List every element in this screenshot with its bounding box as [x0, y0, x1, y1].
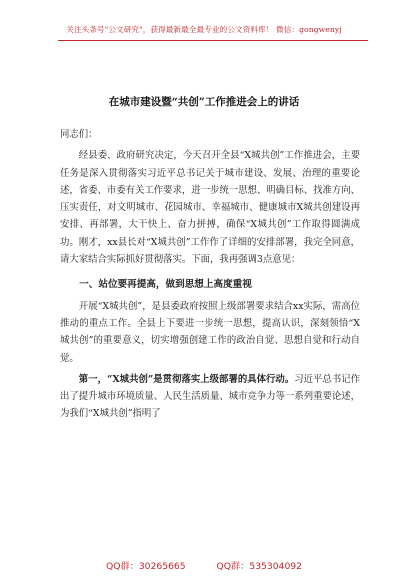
point-1-lead: 第一，“X城共创”是贯彻落实上级部署的具体行动。: [78, 373, 295, 385]
point-1-paragraph: [60, 371, 360, 423]
header-note: 关注头条号"公文研究"，获得最新最全最专业的公文资料库！ 微信：gongwenyj: [66, 25, 342, 34]
document-title: 在城市建设暨“共创”工作推进会上的讲话: [108, 96, 300, 108]
footer: [0, 558, 408, 572]
section-heading-1: 一、站位要再提高，做到思想上高度重视: [79, 279, 252, 291]
document-body: [60, 126, 360, 423]
section-1-paragraph: 开展“X城共创”，是县委政府按照上级部署要求结合xx实际，需高位推动的重点工作。全县上下要进一步统一思想，提高认识，深刻领悟“X城共创”的重要意义，切实增强创建工作的政治自觉、思想自觉和行动自觉。: [60, 300, 360, 364]
opening-paragraph: 经县委、政府研究决定，今天召开全县“X城共创”工作推进会，主要任务是深入贯彻落实习近平总书记关于城市建设、发展、治理的重要论述，省委、市委有关工作要求，进一步统一思想、明确目标、找准方向、压实责任，对文明城市、花园城市、幸福城市、健康城市X城共创建设再安排、再部署，大干快上、奋力拼搏，确保“X城共创”工作取得圆满成功。刚才，xx县长对“X城共创”工作作了详细的安排部署，我完全同意，请大家结合实际抓好贯彻落实。下面，我再强调3点意见：: [60, 150, 361, 266]
footer-qq-group-1: QQ群：30265665: [106, 561, 186, 572]
salutation: 同志们：: [60, 129, 98, 140]
footer-qq-group-2: QQ群：535304092: [216, 561, 302, 572]
point-1-text: 习近平总书记作出了提升城市环境质量、人民生活质量、城市竞争力等一系列重要论述，为我们“X城共创”指明了: [60, 373, 361, 420]
header-divider: [58, 40, 368, 41]
